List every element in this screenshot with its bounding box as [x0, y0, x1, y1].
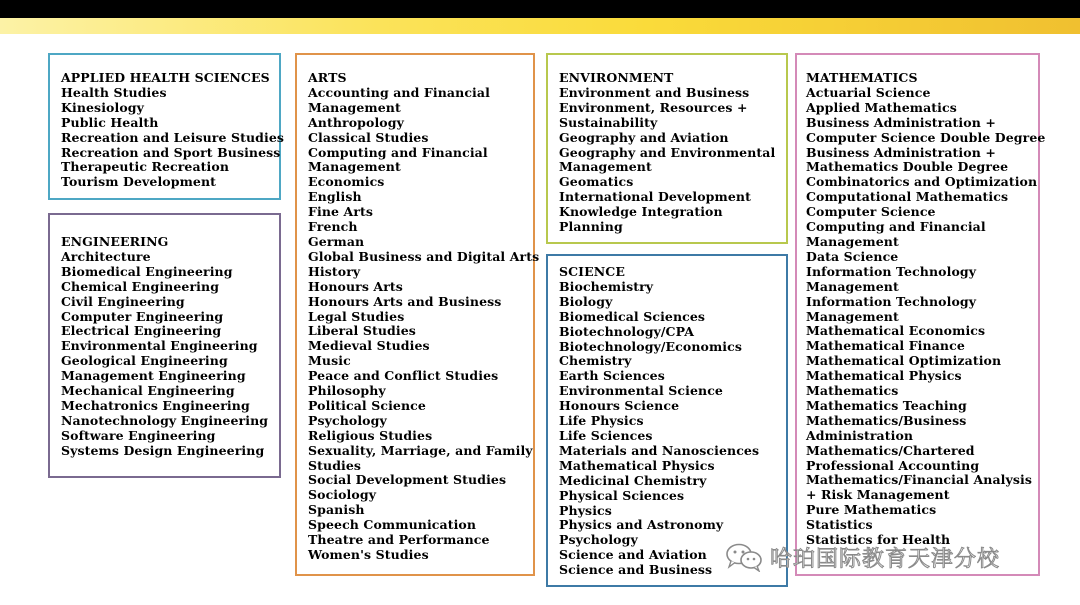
program-item: Biotechnology/CPA [559, 323, 694, 339]
program-item: Mechatronics Engineering [61, 397, 250, 413]
program-item: Sociology [308, 487, 377, 503]
arts-panel [295, 53, 540, 576]
program-item: Geography and Aviation [559, 129, 729, 145]
program-list [806, 84, 1046, 548]
program-item: Economics [308, 174, 385, 190]
top-black-bar [0, 0, 1080, 18]
program-item: Therapeutic Recreation [61, 159, 230, 175]
program-item: International Development [559, 189, 751, 205]
program-item: Anthropology [308, 114, 404, 130]
program-item: Peace and Conflict Studies [308, 368, 499, 384]
program-item: Philosophy [308, 383, 386, 399]
program-item: Mathematical Economics [806, 323, 986, 339]
program-item: Chemistry [559, 353, 632, 369]
program-list [61, 250, 279, 459]
program-item: Knowledge Integration [559, 204, 723, 220]
program-item: Geography and Environmental [559, 144, 776, 160]
program-item: Kinesiology [61, 99, 144, 115]
program-item: Actuarial Science [806, 84, 931, 100]
program-item: Global Business and Digital Arts [308, 248, 540, 264]
program-item: Honours Arts [308, 278, 403, 294]
program-item: Physical Sciences [559, 487, 685, 503]
section-title: MATHEMATICS [806, 70, 918, 85]
program-item: Biotechnology/Economics [559, 338, 742, 354]
program-item: Biochemistry [559, 278, 654, 294]
program-item: Computing and Financial [806, 219, 986, 235]
engineering-panel [48, 213, 281, 478]
program-item: Life Physics [559, 413, 644, 429]
program-item: Psychology [559, 532, 638, 548]
program-item: Civil Engineering [61, 293, 185, 309]
program-item: Mathematical Physics [806, 368, 962, 384]
program-item: Mathematics/Financial Analysis [806, 472, 1032, 488]
program-item: Physics and Astronomy [559, 517, 724, 533]
program-item: Pure Mathematics [806, 502, 937, 518]
program-item: Physics [559, 502, 612, 518]
program-item: Chemical Engineering [61, 278, 220, 294]
program-item: Biology [559, 293, 613, 309]
program-item: Management [806, 278, 899, 294]
program-item: Software Engineering [61, 427, 216, 443]
section-title: SCIENCE [559, 264, 625, 279]
applied-health-sciences-panel [48, 53, 285, 200]
mathematics-panel [795, 53, 1046, 576]
program-item: Spanish [308, 502, 365, 518]
program-item: Public Health [61, 114, 159, 130]
section-title: ENVIRONMENT [559, 70, 674, 85]
program-item: Information Technology [806, 263, 977, 279]
program-item: Computational Mathematics [806, 189, 1009, 205]
program-item: Women's Studies [308, 547, 429, 562]
program-item: Honours Arts and Business [308, 293, 502, 309]
program-item: Geomatics [559, 174, 634, 190]
program-item: Mathematics/Business [806, 412, 967, 428]
program-item: Medicinal Chemistry [559, 472, 707, 488]
program-item: Science and Aviation [559, 547, 707, 563]
program-item: Environment, Resources + [559, 99, 748, 115]
program-item: Statistics [806, 517, 873, 533]
program-item: Mathematics/Chartered [806, 442, 975, 458]
program-item: Mathematical Optimization [806, 353, 1002, 369]
program-item: Sustainability [559, 114, 658, 130]
program-item: Computer Science Double Degree [806, 129, 1046, 145]
watermark-text: 哈珀国际教育天津分校 [770, 546, 1001, 572]
program-item: Electrical Engineering [61, 323, 222, 339]
program-item: Religious Studies [308, 427, 433, 443]
program-item: Sexuality, Marriage, and Family [308, 442, 533, 458]
program-item: Management [806, 308, 899, 324]
program-item: History [308, 263, 361, 279]
program-item: Computer Engineering [61, 308, 224, 324]
program-item: Medieval Studies [308, 338, 430, 354]
program-item: Recreation and Leisure Studies [61, 129, 285, 145]
section-title: APPLIED HEALTH SCIENCES [61, 70, 270, 85]
program-item: Systems Design Engineering [61, 442, 265, 458]
program-item: Psychology [308, 412, 387, 428]
program-item: Music [308, 353, 351, 369]
program-item: Environmental Engineering [61, 338, 258, 354]
program-item: Environment and Business [559, 84, 750, 100]
program-item: Studies [308, 457, 362, 473]
program-list [61, 84, 285, 190]
program-item: Management Engineering [61, 368, 246, 384]
program-list [559, 280, 786, 578]
program-item: Environmental Science [559, 383, 723, 399]
program-item: Earth Sciences [559, 368, 665, 384]
program-list [559, 86, 786, 235]
program-item: Administration [806, 427, 914, 443]
program-item: Management [559, 159, 652, 175]
program-item: Mathematics Teaching [806, 397, 967, 413]
program-item: Computer Science [806, 204, 936, 220]
program-item: Management [806, 233, 899, 249]
section-title: ENGINEERING [61, 234, 169, 249]
environment-panel [546, 53, 788, 244]
program-item: Computing and Financial [308, 144, 488, 160]
program-item: Combinatorics and Optimization [806, 174, 1038, 190]
program-item: Mathematics Double Degree [806, 159, 1009, 175]
program-item: Honours Science [559, 398, 680, 414]
program-item: Nanotechnology Engineering [61, 412, 269, 428]
program-item: Information Technology [806, 293, 977, 309]
program-item: Mathematical Physics [559, 457, 715, 473]
program-item: Biomedical Sciences [559, 308, 706, 324]
program-item: Professional Accounting [806, 457, 980, 473]
program-item: Statistics for Health [806, 532, 951, 548]
program-item: Science and Business [559, 562, 713, 578]
program-item: Geological Engineering [61, 353, 228, 369]
program-item: Mathematical Finance [806, 338, 965, 354]
program-item: Legal Studies [308, 308, 405, 324]
program-item: Liberal Studies [308, 323, 416, 339]
program-item: Fine Arts [308, 204, 374, 220]
program-item: Life Sciences [559, 427, 653, 443]
program-item: Business Administration + [806, 144, 996, 160]
program-item: Classical Studies [308, 129, 429, 145]
top-yellow-band [0, 18, 1080, 34]
program-item: Mathematics [806, 383, 899, 399]
program-item: Health Studies [61, 84, 167, 100]
program-item: Data Science [806, 248, 899, 264]
program-item: English [308, 189, 362, 205]
science-panel [546, 254, 788, 587]
watermark [724, 540, 1000, 574]
program-item: Tourism Development [61, 174, 217, 190]
program-item: Applied Mathematics [806, 99, 957, 115]
program-item: Social Development Studies [308, 472, 507, 488]
program-item: Materials and Nanosciences [559, 442, 760, 458]
program-item: Political Science [308, 397, 426, 413]
program-list [308, 84, 540, 563]
program-item: Planning [559, 219, 623, 235]
wechat-icon [724, 542, 764, 572]
program-item: French [308, 219, 358, 235]
program-item: Biomedical Engineering [61, 263, 233, 279]
program-item: German [308, 233, 365, 249]
section-title: ARTS [308, 70, 347, 85]
program-item: Management [308, 159, 401, 175]
program-item: Mechanical Engineering [61, 383, 235, 399]
program-item: + Risk Management [806, 487, 950, 503]
program-item: Theatre and Performance [308, 532, 490, 548]
program-item: Architecture [61, 248, 151, 264]
program-item: Management [308, 99, 401, 115]
program-item: Accounting and Financial [308, 84, 490, 100]
program-item: Business Administration + [806, 114, 996, 130]
program-item: Speech Communication [308, 517, 477, 533]
program-item: Recreation and Sport Business [61, 144, 281, 160]
